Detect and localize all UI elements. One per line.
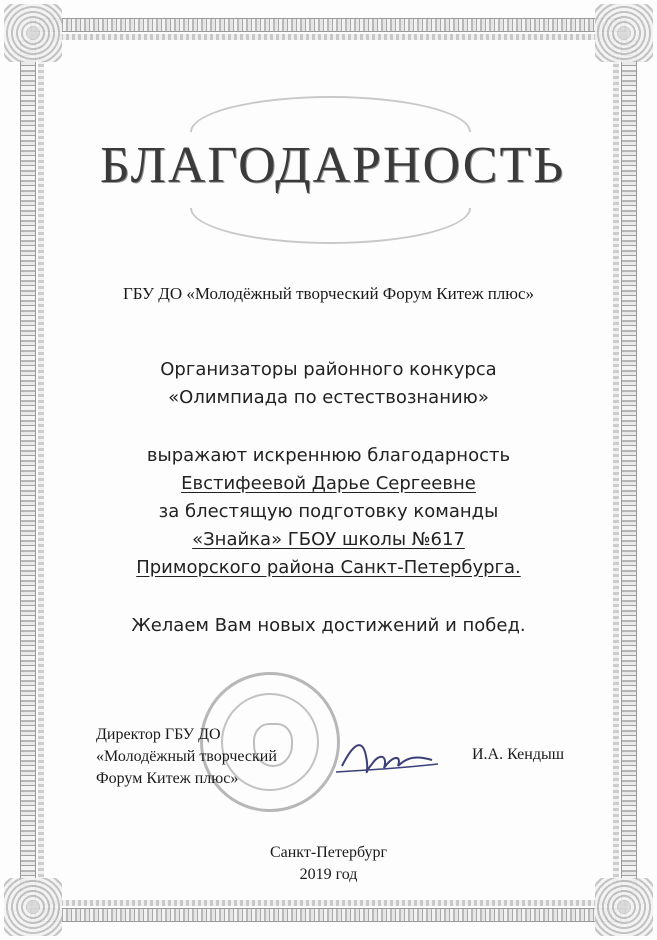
top-border-ornament <box>30 18 627 32</box>
title-ornament-bottom <box>190 208 471 244</box>
right-border-ornament <box>621 40 637 900</box>
contest-name: «Олимпиада по естествознанию» <box>168 387 489 408</box>
organizers-block <box>60 356 597 412</box>
signer-title-line: «Молодёжный творческий <box>96 748 277 765</box>
title-ornament-top <box>190 96 471 132</box>
top-inner-border <box>30 34 627 40</box>
left-inner-border <box>38 40 44 900</box>
place-and-date <box>200 842 457 886</box>
left-border-ornament <box>20 40 36 900</box>
bottom-inner-border <box>30 900 627 906</box>
signer-title-line: Форум Китеж плюс» <box>96 770 239 787</box>
corner-ornament-top-left <box>4 4 62 62</box>
organization-name: ГБУ ДО «Молодёжный творческий Форум Китеж плюс» <box>122 284 535 303</box>
corner-ornament-bottom-right <box>595 878 653 936</box>
wish-line: Желаем Вам новых достижений и побед. <box>131 615 526 636</box>
thanks-line: выражают искреннюю благодарность <box>146 445 511 466</box>
recipient-name: Евстифеевой Дарье Сергеевне <box>181 473 476 494</box>
handwritten-signature <box>332 726 442 786</box>
signer-title-block <box>96 724 326 790</box>
corner-ornament-top-right <box>595 4 653 62</box>
reason-line: за блестящую подготовку команды <box>158 501 499 522</box>
signer-name: И.А. Кендыш <box>472 746 565 763</box>
gratitude-block <box>60 442 597 582</box>
team-line: «Знайка» ГБОУ школы №617 <box>192 529 465 550</box>
year: 2019 год <box>299 866 358 883</box>
organizers-line: Организаторы районного конкурса <box>160 359 497 380</box>
right-inner-border <box>613 40 619 900</box>
signer-title-line: Директор ГБУ ДО <box>96 726 221 743</box>
bottom-border-ornament <box>30 908 627 922</box>
certificate-title: БЛАГОДАРНОСТЬ <box>100 137 566 194</box>
city: Санкт-Петербург <box>269 844 388 861</box>
district-line: Приморского района Санкт-Петербурга. <box>136 557 521 578</box>
title-block <box>100 90 566 240</box>
corner-ornament-bottom-left <box>4 878 62 936</box>
